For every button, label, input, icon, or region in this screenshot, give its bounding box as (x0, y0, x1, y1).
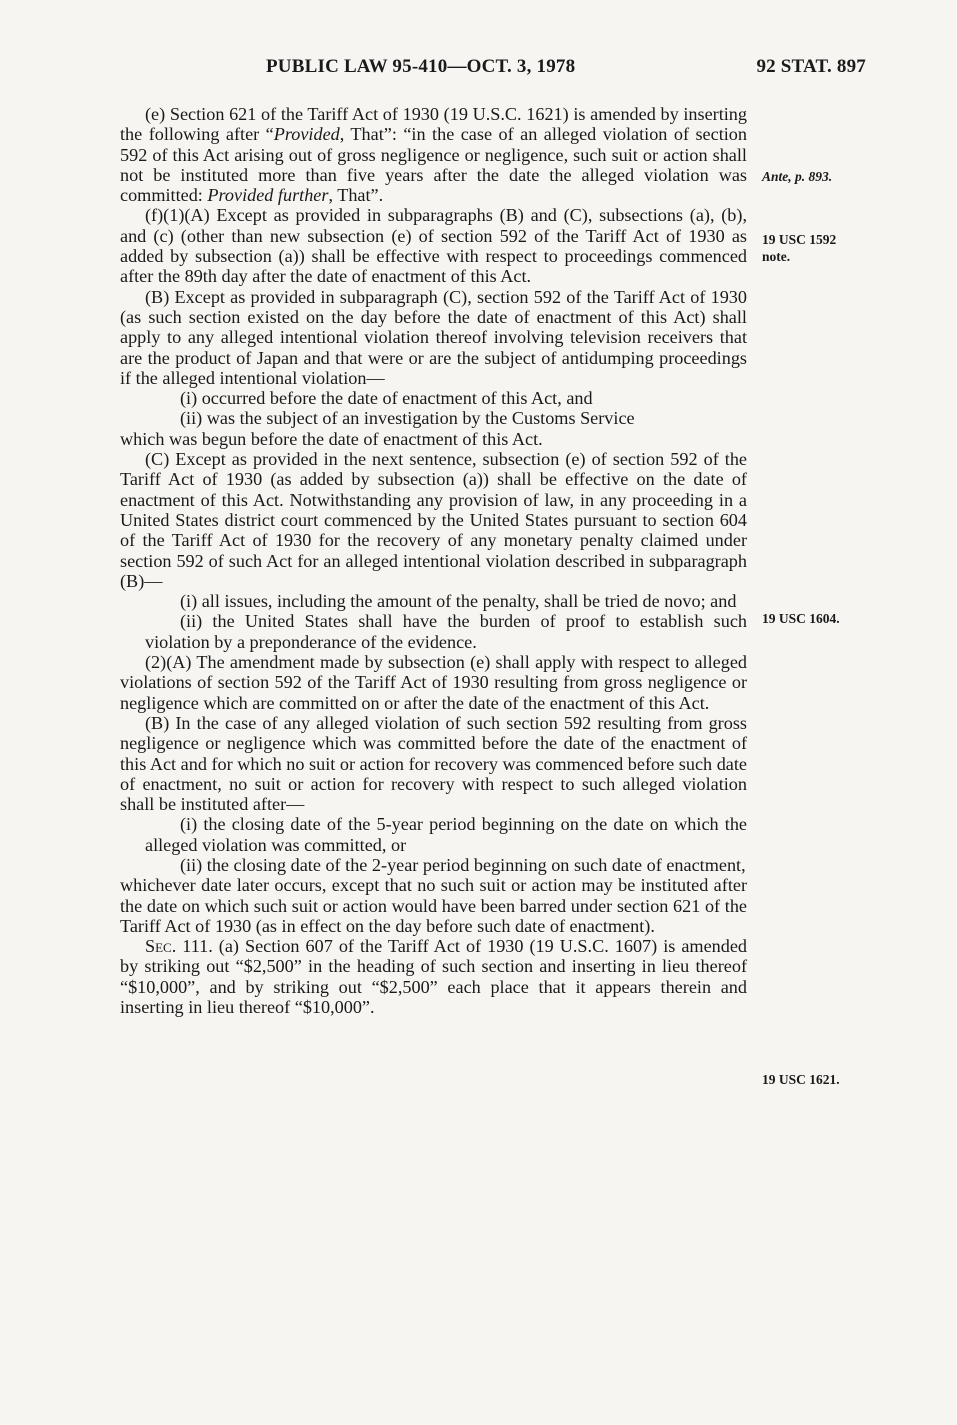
emphasis-provided-further: Provided further (207, 185, 329, 206)
section-label: Sec. (145, 936, 177, 957)
margin-note-1592 (762, 231, 892, 265)
margin-note-text: 19 USC 1592 (762, 232, 837, 247)
text-run: 111. (a) Section 607 of the Tariff Act of 1930 (19 U.S.C. 1607) is amended by striking out “$2,500” in the heading of such section and inserting in lieu thereof “$10,000”, and by striking out “$2,500” each place that it appears therein and inserting in lieu thereof “$10,000”. (120, 936, 747, 1018)
clause-f2b-ii: (ii) the closing date of the 2-year period beginning on such date of enactment, (180, 854, 746, 875)
margin-note-text: note. (762, 249, 791, 264)
margin-note-1621: 19 USC 1621. (762, 1072, 840, 1087)
margin-note-text: Ante, p. 893. (762, 169, 833, 184)
clause-f1c-ii: (ii) the United States shall have the burden of proof to establish such violation by a preponderance of the evidence. (145, 611, 747, 652)
margin-note-1604: 19 USC 1604. (762, 611, 840, 626)
paragraph-f2b-cont: whichever date later occurs, except that no such suit or action may be instituted after the date on which such suit or action would have been barred under section 621 of the Tariff Act of 1930 (as in effect on the day before such date of enactment). (120, 875, 747, 936)
page-header (266, 56, 866, 86)
section-111 (120, 936, 747, 1017)
text-run: , That”: “in the case of an alleged violation of section 592 of this Act arising out of gross negligence or negligence, such suit or action shall not be instituted more than five years after the date the alleged violation was committed: (120, 124, 747, 206)
clause-f1b-i: (i) occurred before the date of enactment of this Act, and (180, 388, 593, 409)
clause-f1c-i: (i) all issues, including the amount of the penalty, shall be tried de novo; and (180, 591, 737, 612)
document-body (120, 104, 747, 1017)
paragraph-e (120, 104, 747, 205)
paragraph-f2b: (B) In the case of any alleged violation of such section 592 resulting from gross negligence or negligence which was committed before the date of the enactment of this Act and for which no suit or action for recovery was commenced before such date of enactment, no suit or action for recovery with respect to such alleged violation shall be instituted after— (120, 712, 747, 815)
clause-f2b-i: (i) the closing date of the 5-year period beginning on the date on which the alleged violation was committed, or (145, 814, 747, 855)
law-title: PUBLIC LAW 95-410—OCT. 3, 1978 (266, 56, 576, 77)
clause-f1b-ii: (ii) was the subject of an investigation by the Customs Service (180, 408, 635, 429)
statute-page-number: 92 STAT. 897 (756, 56, 866, 77)
paragraph-f1c: (C) Except as provided in the next sentence, subsection (e) of section 592 of the Tariff Act of 1930 (as added by subsection (a)) shall be effective on the date of enactment of this Act. Notwithstanding any provision of law, in any proceeding in a United States district court commenced by the United States pursuant to section 604 of the Tariff Act of 1930 for the recovery of any monetary penalty claimed under section 592 of such Act for an alleged intentional violation described in subparagraph (B)— (120, 449, 747, 591)
paragraph-f1a: (f)(1)(A) Except as provided in subparagraphs (B) and (C), subsections (a), (b), and (c) (other than new subsection (e) of section 592 of the Tariff Act of 1930 as added by subsection (a)) shall be effective with respect to proceedings commenced after the 89th day after the date of enactment of this Act. (120, 205, 747, 287)
text-run: (e) Section 621 of the Tariff Act of 1930 (19 U.S.C. 1621) is amended by inserting the following after “ (120, 104, 747, 145)
emphasis-provided: Provided (273, 124, 340, 145)
margin-note-ante (762, 168, 892, 185)
clause-f1b-ii-cont: which was begun before the date of enactment of this Act. (120, 428, 543, 449)
paragraph-f2a: (2)(A) The amendment made by subsection (e) shall apply with respect to alleged violations of section 592 of the Tariff Act of 1930 resulting from gross negligence or negligence which are committed on or after the date of the enactment of this Act. (120, 652, 747, 713)
paragraph-f1b: (B) Except as provided in subparagraph (C), section 592 of the Tariff Act of 1930 (as such section existed on the day before the date of enactment of this Act) shall apply to any alleged intentional violation thereof involving television receivers that are the product of Japan and that were or are the subject of antidumping proceedings if the alleged intentional violation— (120, 286, 747, 388)
text-run: , That”. (328, 185, 384, 206)
